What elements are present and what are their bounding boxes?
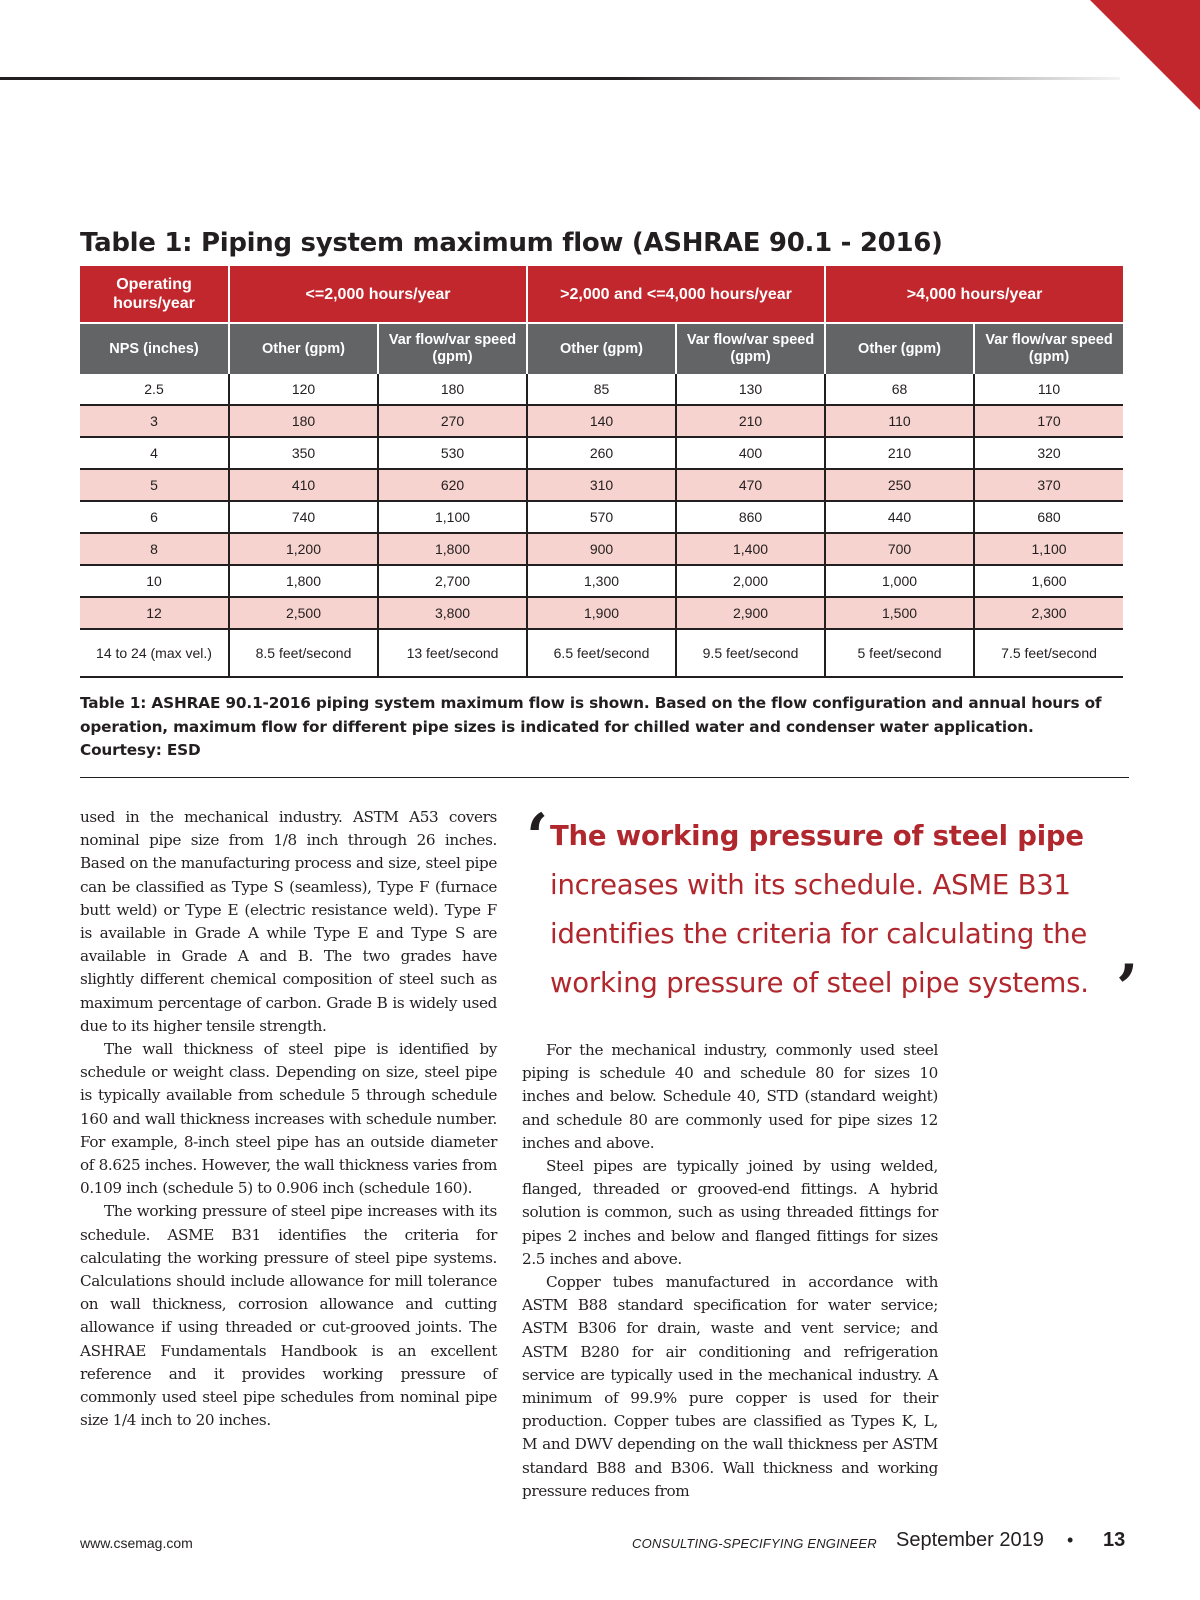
table-cell: 2.5 <box>80 374 229 405</box>
table-cell: 9.5 feet/second <box>676 629 825 677</box>
table-title: Table 1: Piping system maximum flow (ASHRAE 90.1 - 2016) <box>80 228 943 258</box>
table-cell: 740 <box>229 501 378 533</box>
table-cell: 180 <box>229 405 378 437</box>
footer-publication: CONSULTING-SPECIFYING ENGINEER <box>632 1536 877 1551</box>
table-cell: 210 <box>825 437 974 469</box>
table-cell: 440 <box>825 501 974 533</box>
table-row <box>80 629 1123 677</box>
top-rule <box>0 77 1120 80</box>
table-cell: 270 <box>378 405 527 437</box>
table-cell: 680 <box>974 501 1123 533</box>
body-paragraph: The wall thickness of steel pipe is identified by schedule or weight class. Depending on size, steel pipe is typically available from schedule 5 through schedule 160 and wall thickness increases with schedule number. For example, 8-inch steel pipe has an outside diameter of 8.625 inches. However, the wall thickness varies from 0.109 inch (schedule 5) to 0.906 inch (schedule 160). <box>80 1040 497 1198</box>
table-cell: 110 <box>825 405 974 437</box>
table-cell: 860 <box>676 501 825 533</box>
group-header: Operating hours/year <box>80 266 229 323</box>
table-cell: 3 <box>80 405 229 437</box>
pull-quote-line: The working pressure of steel pipe <box>550 820 1084 852</box>
body-paragraph: Steel pipes are typically joined by using welded, flanged, threaded or grooved-end fittings. A hybrid solution is common, such as using threaded fittings for pipes 2 inches and below and flanged fittings for sizes 2.5 inches and above. <box>522 1157 938 1268</box>
table-cell: 170 <box>974 405 1123 437</box>
body-paragraph: used in the mechanical industry. ASTM A53 covers nominal pipe size from 1/8 inch through 26 inches. Based on the manufacturing process and size, steel pipe can be classified as Type S (seamless), Type F (furnace butt weld) or Type E (electric resistance weld). Type F is available in Grade A while Type E and Type S are available in Grade A and B. The two grades have slightly different chemical composition of steel such as maximum percentage of carbon. Grade B is widely used due to its higher tensile strength. <box>80 808 497 1035</box>
table-cell: 120 <box>229 374 378 405</box>
table-cell: 400 <box>676 437 825 469</box>
table-cell: 110 <box>974 374 1123 405</box>
table-row <box>80 565 1123 597</box>
caption-divider <box>80 777 1129 778</box>
table-cell: 900 <box>527 533 676 565</box>
column-header: Other (gpm) <box>825 323 974 374</box>
pull-quote-line: increases with its schedule. ASME B31 <box>550 869 1071 901</box>
table-cell: 2,300 <box>974 597 1123 629</box>
table-cell: 4 <box>80 437 229 469</box>
table-cell: 1,900 <box>527 597 676 629</box>
column-header: Var flow/var speed (gpm) <box>676 323 825 374</box>
table-cell: 2,000 <box>676 565 825 597</box>
table-cell: 14 to 24 (max vel.) <box>80 629 229 677</box>
table-cell: 180 <box>378 374 527 405</box>
table-cell: 1,300 <box>527 565 676 597</box>
table-cell: 350 <box>229 437 378 469</box>
column-header: Other (gpm) <box>527 323 676 374</box>
page-number: 13 <box>1103 1529 1126 1551</box>
table-cell: 6 <box>80 501 229 533</box>
table-cell: 210 <box>676 405 825 437</box>
table-cell: 620 <box>378 469 527 501</box>
table-cell: 5 feet/second <box>825 629 974 677</box>
open-quote-icon: ‘ <box>526 800 549 875</box>
table-cell: 530 <box>378 437 527 469</box>
table-cell: 68 <box>825 374 974 405</box>
table-cell: 310 <box>527 469 676 501</box>
column-header: Var flow/var speed (gpm) <box>974 323 1123 374</box>
table-row <box>80 405 1123 437</box>
table-row <box>80 469 1123 501</box>
table-cell: 2,900 <box>676 597 825 629</box>
article-left-column <box>80 806 497 1432</box>
table-cell: 410 <box>229 469 378 501</box>
table-cell: 1,500 <box>825 597 974 629</box>
body-paragraph: For the mechanical industry, commonly used steel piping is schedule 40 and schedule 80 for sizes 10 inches and below. Schedule 40, STD (standard weight) and schedule 80 are commonly used for pipe sizes 12 inches and above. <box>522 1041 938 1152</box>
table-cell: 2,500 <box>229 597 378 629</box>
table-cell: 1,400 <box>676 533 825 565</box>
column-header: Other (gpm) <box>229 323 378 374</box>
group-header: <=2,000 hours/year <box>229 266 527 323</box>
table-row <box>80 501 1123 533</box>
table-cell: 700 <box>825 533 974 565</box>
table-cell: 8.5 feet/second <box>229 629 378 677</box>
table-cell: 2,700 <box>378 565 527 597</box>
pull-quote <box>528 812 1148 1008</box>
table-row <box>80 533 1123 565</box>
table-cell: 570 <box>527 501 676 533</box>
table-cell: 1,000 <box>825 565 974 597</box>
column-header: NPS (inches) <box>80 323 229 374</box>
table-row <box>80 597 1123 629</box>
table-cell: 7.5 feet/second <box>974 629 1123 677</box>
pull-quote-line: identifies the criteria for calculating the <box>550 918 1088 950</box>
table-cell: 85 <box>527 374 676 405</box>
table-cell: 260 <box>527 437 676 469</box>
flow-table <box>80 266 1123 678</box>
table-cell: 12 <box>80 597 229 629</box>
table-cell: 370 <box>974 469 1123 501</box>
table-cell: 5 <box>80 469 229 501</box>
group-header: >2,000 and <=4,000 hours/year <box>527 266 825 323</box>
table-cell: 8 <box>80 533 229 565</box>
footer-url: www.csemag.com <box>80 1535 193 1551</box>
table-row <box>80 437 1123 469</box>
table-cell: 1,100 <box>974 533 1123 565</box>
table-cell: 6.5 feet/second <box>527 629 676 677</box>
table-cell: 1,200 <box>229 533 378 565</box>
footer-separator: • <box>1067 1530 1074 1550</box>
group-header: >4,000 hours/year <box>825 266 1123 323</box>
close-quote-icon: ’ <box>1116 951 1139 1026</box>
table-cell: 130 <box>676 374 825 405</box>
body-paragraph: Copper tubes manufactured in accordance with ASTM B88 standard specification for water service; ASTM B306 for drain, waste and vent service; and ASTM B280 for air conditioning and refrigeration service are typically used in the mechanical industry. A minimum of 99.9% pure copper is used for their production. Copper tubes are classified as Types K, L, M and DWV depending on the wall thickness per ASTM standard B88 and B306. Wall thickness and working pressure reduces from <box>522 1273 938 1500</box>
table-cell: 1,800 <box>229 565 378 597</box>
table-cell: 250 <box>825 469 974 501</box>
body-paragraph: The working pressure of steel pipe increases with its schedule. ASME B31 identifies the criteria for calculating the working pressure of steel pipe systems. Calculations should include allowance for mill tolerance on wall thickness, corrosion allowance and cutting allowance if using threaded or cut-grooved joints. The ASHRAE Fundamentals Handbook is an excellent reference and it provides working pressure of commonly used steel pipe schedules from nominal pipe size 1/4 inch to 20 inches. <box>80 1202 497 1430</box>
table-cell: 10 <box>80 565 229 597</box>
table-row <box>80 374 1123 405</box>
table-caption: Table 1: ASHRAE 90.1-2016 piping system maximum flow is shown. Based on the flow configuration and annual hours of operation, maximum flow for different pipe sizes is indicated for chilled water and condenser water application. Courtesy: ESD <box>80 694 1102 759</box>
pull-quote-line: working pressure of steel pipe systems. <box>550 967 1089 999</box>
table-cell: 470 <box>676 469 825 501</box>
corner-decoration <box>1090 0 1200 110</box>
column-header: Var flow/var speed (gpm) <box>378 323 527 374</box>
table-cell: 140 <box>527 405 676 437</box>
article-right-column <box>522 1039 938 1503</box>
table-cell: 1,100 <box>378 501 527 533</box>
table-cell: 3,800 <box>378 597 527 629</box>
table-cell: 13 feet/second <box>378 629 527 677</box>
table-cell: 1,600 <box>974 565 1123 597</box>
table-cell: 1,800 <box>378 533 527 565</box>
table-cell: 320 <box>974 437 1123 469</box>
footer-date: September 2019 <box>896 1529 1044 1551</box>
